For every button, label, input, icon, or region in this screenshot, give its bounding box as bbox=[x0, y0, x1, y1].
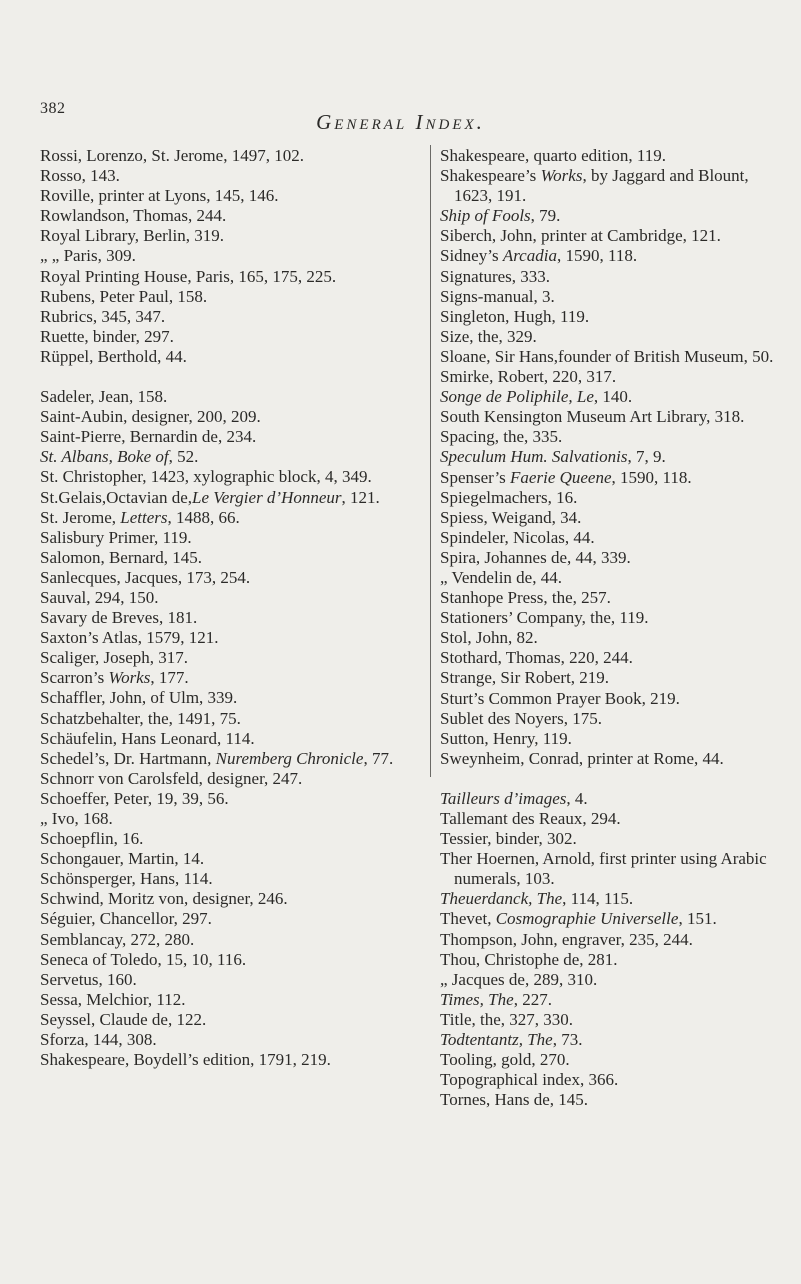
index-entry: St. Christopher, 1423, xylographic block, 4, 349. bbox=[40, 467, 372, 487]
entry-text: Scarron’s bbox=[40, 668, 109, 688]
index-entry: Roville, printer at Lyons, 145, 146. bbox=[40, 186, 279, 206]
entry-title-italic: Letters bbox=[120, 507, 168, 527]
section-gap bbox=[440, 769, 785, 789]
entry-title-italic: Times, The bbox=[440, 989, 514, 1009]
index-entry: Thompson, John, engraver, 235, 244. bbox=[440, 929, 693, 949]
index-entry: Saint-Aubin, designer, 200, 209. bbox=[40, 407, 261, 427]
entry-pages: , 1590, 118. bbox=[556, 246, 638, 266]
index-entry bbox=[440, 246, 785, 266]
index-entry: Ther Hoernen, Arnold, first printer using Arabic numerals, 103. bbox=[440, 849, 767, 889]
index-entry: Siberch, John, printer at Cambridge, 121. bbox=[440, 226, 721, 246]
entry-title-italic: Songe de Poliphile, Le bbox=[440, 387, 594, 407]
index-entry bbox=[440, 206, 785, 226]
entry-pages: , 52. bbox=[168, 447, 199, 467]
entry-text: Schedel’s, Dr. Hartmann, bbox=[40, 748, 216, 768]
index-entry: Seneca of Toledo, 15, 10, 116. bbox=[40, 949, 247, 969]
entry-text: Sidney’s bbox=[440, 246, 503, 266]
index-entry: Schaffler, John, of Ulm, 339. bbox=[40, 688, 238, 708]
entry-pages: , 121. bbox=[341, 487, 380, 507]
index-entry: Sadeler, Jean, 158. bbox=[40, 387, 168, 407]
entry-pages: , 1590, 118. bbox=[611, 467, 692, 487]
index-entry: Spiess, Weigand, 34. bbox=[440, 507, 582, 527]
index-entry: Sanlecques, Jacques, 173, 254. bbox=[40, 567, 251, 587]
index-entry bbox=[440, 1030, 785, 1050]
index-entry bbox=[440, 387, 785, 407]
index-entry: Royal Library, Berlin, 319. bbox=[40, 226, 224, 246]
entry-pages: , 77. bbox=[363, 748, 394, 768]
index-entry bbox=[40, 668, 416, 688]
index-entry: Salomon, Bernard, 145. bbox=[40, 547, 202, 567]
index-entry: Rosso, 143. bbox=[40, 166, 120, 186]
index-entry: Sforza, 144, 308. bbox=[40, 1030, 157, 1050]
index-entry: Spindeler, Nicolas, 44. bbox=[440, 527, 595, 547]
index-entry: Salisbury Primer, 119. bbox=[40, 527, 192, 547]
index-entry: Schäufelin, Hans Leonard, 114. bbox=[40, 728, 255, 748]
entry-pages: , 4. bbox=[566, 788, 588, 808]
entry-pages: , 177. bbox=[150, 668, 189, 688]
index-entry: Stationers’ Company, the, 119. bbox=[440, 608, 649, 628]
index-entry: Signatures, 333. bbox=[440, 266, 551, 286]
index-entry: Title, the, 327, 330. bbox=[440, 1009, 574, 1029]
entry-title-italic: Ship of Fools bbox=[440, 206, 531, 226]
entry-text: St. Jerome, bbox=[40, 507, 121, 527]
entry-title-italic: Le Vergier d’Honneur bbox=[192, 487, 342, 507]
index-entry: Stothard, Thomas, 220, 244. bbox=[440, 648, 633, 668]
index-entry: Thou, Christophe de, 281. bbox=[440, 949, 618, 969]
index-entry: Shakespeare, Boydell’s edition, 1791, 219. bbox=[40, 1050, 331, 1070]
entry-pages: , 151. bbox=[678, 909, 717, 929]
index-entry: Spira, Johannes de, 44, 339. bbox=[440, 547, 631, 567]
entry-title-italic: Arcadia bbox=[502, 246, 557, 266]
entry-title-italic: Cosmographie Universelle bbox=[495, 909, 679, 929]
index-entry: Schoeffer, Peter, 19, 39, 56. bbox=[40, 788, 229, 808]
entry-pages: , 227. bbox=[513, 989, 552, 1009]
index-entry: „ Ivo, 168. bbox=[40, 809, 113, 828]
entry-title-italic: Speculum Hum. Salvationis bbox=[440, 447, 628, 467]
index-entry: Royal Printing House, Paris, 165, 175, 225. bbox=[40, 266, 337, 286]
index-entry: Schönsperger, Hans, 114. bbox=[40, 869, 213, 889]
index-entry bbox=[440, 909, 785, 929]
index-entry: Spacing, the, 335. bbox=[440, 427, 563, 447]
index-entry bbox=[440, 447, 785, 467]
index-entry: Semblancay, 272, 280. bbox=[40, 929, 195, 949]
index-entry: Tallemant des Reaux, 294. bbox=[440, 809, 621, 828]
entry-title-italic: Works bbox=[540, 166, 583, 186]
index-entry: Ruette, binder, 297. bbox=[40, 326, 174, 346]
index-entry: Schoepflin, 16. bbox=[40, 829, 144, 849]
index-entry: Séguier, Chancellor, 297. bbox=[40, 909, 212, 929]
index-entry: Schnorr von Carolsfeld, designer, 247. bbox=[40, 768, 303, 788]
entry-pages: , 79. bbox=[530, 206, 561, 226]
index-entry: Schatzbehalter, the, 1491, 75. bbox=[40, 708, 241, 728]
index-entry: Size, the, 329. bbox=[440, 326, 537, 346]
running-head: General Index. bbox=[316, 110, 485, 134]
entry-text: Thevet, bbox=[440, 909, 496, 929]
index-entry: Sturt’s Common Prayer Book, 219. bbox=[440, 688, 680, 708]
index-entry: Sutton, Henry, 119. bbox=[440, 728, 572, 748]
entry-title-italic: Faerie Queene bbox=[510, 467, 612, 487]
index-entry: Saxton’s Atlas, 1579, 121. bbox=[40, 628, 219, 648]
entry-title-italic: Tailleurs d’images bbox=[440, 788, 567, 808]
index-entry: Sloane, Sir Hans,founder of British Museum, 50. bbox=[440, 346, 774, 366]
index-entry: Signs-manual, 3. bbox=[440, 286, 555, 306]
index-entry: „ „ Paris, 309. bbox=[40, 246, 136, 266]
index-entry: Sauval, 294, 150. bbox=[40, 587, 159, 607]
index-entry: Sweynheim, Conrad, printer at Rome, 44. bbox=[440, 748, 724, 768]
index-entry: Tornes, Hans de, 145. bbox=[440, 1090, 589, 1110]
index-entry bbox=[440, 789, 785, 809]
entry-title-italic: Works bbox=[108, 668, 151, 688]
entry-text: St.Gelais,Octavian de, bbox=[40, 487, 193, 507]
index-entry: Seyssel, Claude de, 122. bbox=[40, 1009, 207, 1029]
index-entry: Stanhope Press, the, 257. bbox=[440, 588, 611, 608]
index-entry: Singleton, Hugh, 119. bbox=[440, 306, 590, 326]
index-entry bbox=[440, 166, 785, 206]
index-entry bbox=[40, 508, 416, 528]
index-entry: Servetus, 160. bbox=[40, 969, 137, 989]
index-entry: South Kensington Museum Art Library, 318. bbox=[440, 407, 745, 427]
section-gap bbox=[40, 367, 416, 387]
index-entry bbox=[440, 889, 785, 909]
entry-title-italic: St. Albans, Boke of bbox=[40, 447, 169, 467]
index-entry: Rüppel, Berthold, 44. bbox=[40, 346, 187, 366]
index-entry: Savary de Breves, 181. bbox=[40, 608, 198, 628]
entry-text: Shakespeare’s bbox=[440, 166, 541, 186]
entry-pages: , by Jaggard and Blount, 1623, 191. bbox=[454, 166, 749, 206]
entry-pages: , 114, 115. bbox=[562, 889, 634, 909]
column-rule bbox=[430, 145, 431, 777]
index-entry: Rubrics, 345, 347. bbox=[40, 306, 166, 326]
index-entry bbox=[40, 488, 416, 508]
index-entry: Rossi, Lorenzo, St. Jerome, 1497, 102. bbox=[40, 146, 304, 165]
entry-pages: , 1488, 66. bbox=[167, 507, 240, 527]
index-entry: Rubens, Peter Paul, 158. bbox=[40, 286, 208, 306]
index-column-left bbox=[40, 146, 416, 1070]
index-entry: Tessier, binder, 302. bbox=[440, 829, 577, 849]
entry-title-italic: Theuerdanck, The bbox=[440, 889, 563, 909]
index-entry: Schongauer, Martin, 14. bbox=[40, 849, 205, 869]
entry-title-italic: Todtentantz, The bbox=[440, 1030, 553, 1050]
entry-pages: , 7, 9. bbox=[627, 447, 666, 467]
index-entry bbox=[440, 468, 785, 488]
index-entry: Scaliger, Joseph, 317. bbox=[40, 648, 189, 668]
index-entry: Schwind, Moritz von, designer, 246. bbox=[40, 889, 288, 909]
index-entry: Strange, Sir Robert, 219. bbox=[440, 668, 610, 688]
page-number: 382 bbox=[40, 100, 66, 117]
entry-text: Spenser’s bbox=[440, 467, 511, 487]
index-entry bbox=[40, 447, 416, 467]
entry-pages: , 140. bbox=[593, 387, 633, 407]
index-entry: Saint-Pierre, Bernardin de, 234. bbox=[40, 427, 257, 447]
index-entry: Rowlandson, Thomas, 244. bbox=[40, 206, 227, 226]
entry-title-italic: Nuremberg Chronicle bbox=[215, 748, 364, 768]
index-entry: Sublet des Noyers, 175. bbox=[440, 708, 602, 728]
index-entry: Shakespeare, quarto edition, 119. bbox=[440, 146, 666, 165]
index-column-right bbox=[440, 146, 785, 1110]
index-entry: Stol, John, 82. bbox=[440, 628, 538, 648]
index-entry: Topographical index, 366. bbox=[440, 1070, 619, 1090]
index-entry bbox=[40, 749, 416, 769]
index-entry: „ Vendelin de, 44. bbox=[440, 567, 562, 587]
index-entry: Sessa, Melchior, 112. bbox=[40, 989, 186, 1009]
entry-pages: , 73. bbox=[552, 1030, 583, 1050]
index-entry: Tooling, gold, 270. bbox=[440, 1050, 570, 1070]
index-entry: „ Jacques de, 289, 310. bbox=[440, 969, 598, 989]
index-entry bbox=[440, 990, 785, 1010]
index-entry: Smirke, Robert, 220, 317. bbox=[440, 367, 617, 387]
index-entry: Spiegelmachers, 16. bbox=[440, 487, 578, 507]
